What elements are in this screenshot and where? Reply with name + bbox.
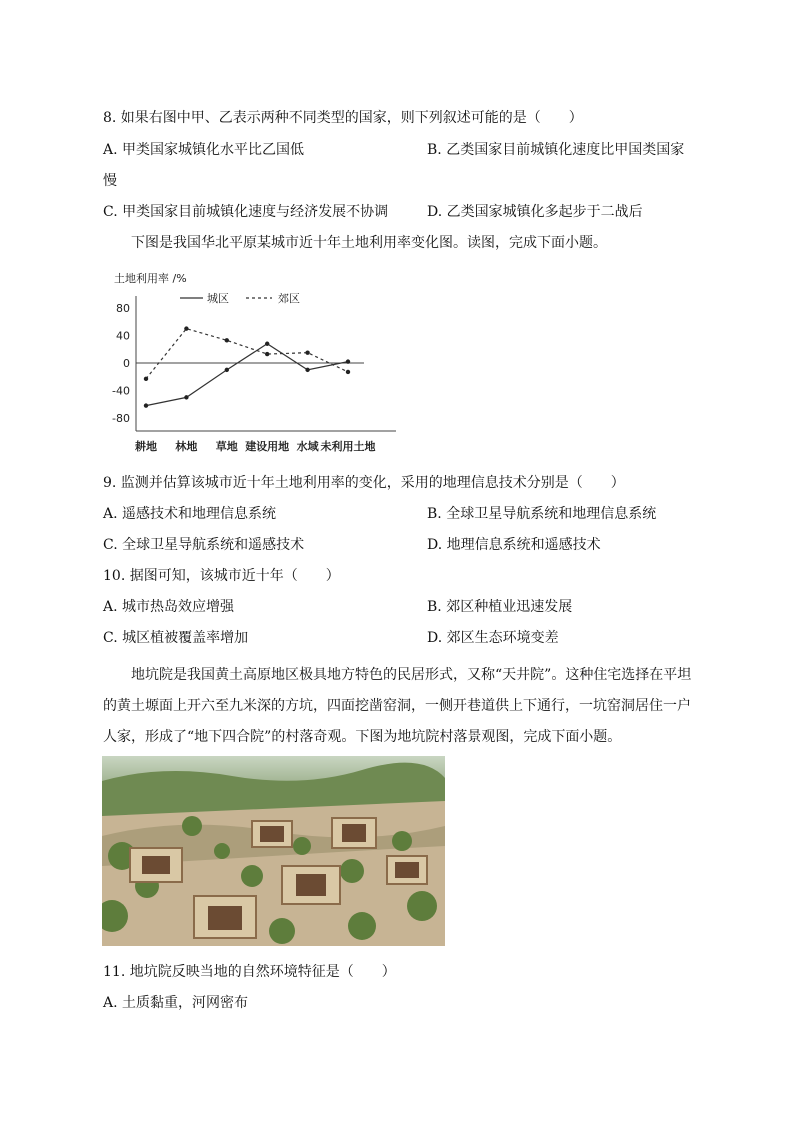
series-line-urban xyxy=(146,344,348,406)
x-tick-label: 水域 xyxy=(296,440,319,453)
question-10-option-a: A. 城市热岛效应增强 xyxy=(103,599,235,615)
question-8-option-b-wrap: 慢 xyxy=(103,173,117,189)
data-point xyxy=(184,395,188,399)
data-point xyxy=(225,338,229,342)
data-point xyxy=(346,370,350,374)
question-8-stem: 8. 如果右图中甲、乙表示两种不同类型的国家，则下列叙述可能的是（ ） xyxy=(103,110,583,126)
question-10-option-b: B. 郊区种植业迅速发展 xyxy=(427,599,573,615)
land-use-chart xyxy=(108,268,408,458)
x-tick-label: 草地 xyxy=(215,440,238,453)
question-9-stem: 9. 监测并估算该城市近十年土地利用率的变化，采用的地理信息技术分别是（ ） xyxy=(103,475,625,491)
question-10-stem: 10. 据图可知，该城市近十年（ ） xyxy=(103,568,340,584)
x-tick-label: 耕地 xyxy=(135,440,157,453)
data-point xyxy=(265,342,269,346)
legend-label-urban: 城区 xyxy=(207,292,229,305)
y-tick-label: 0 xyxy=(123,357,130,370)
x-tick-label: 林地 xyxy=(175,440,198,453)
dikeng-village-image xyxy=(102,756,445,946)
x-tick-label: 建设用地 xyxy=(245,440,290,453)
dikeng-village-photo xyxy=(102,756,445,946)
legend-label-suburban: 郊区 xyxy=(278,292,300,305)
chart-intro: 下图是我国华北平原某城市近十年土地利用率变化图。读图，完成下面小题。 xyxy=(131,235,607,251)
data-point xyxy=(144,377,148,381)
data-point xyxy=(265,352,269,356)
question-9-option-d: D. 地理信息系统和遥感技术 xyxy=(427,537,601,553)
data-point xyxy=(305,368,309,372)
y-ticks xyxy=(112,302,130,425)
y-axis-title: 土地利用率 /% xyxy=(114,272,187,285)
question-11-stem: 11. 地坑院反映当地的自然环境特征是（ ） xyxy=(103,964,396,980)
x-tick-label: 未利用土地 xyxy=(320,440,376,453)
series-layer xyxy=(144,326,350,407)
y-tick-label: 40 xyxy=(116,329,130,343)
question-11-option-a: A. 土质黏重，河网密布 xyxy=(103,995,249,1011)
series-line-suburban xyxy=(146,329,348,379)
y-tick-label: 80 xyxy=(116,302,130,315)
y-tick-label: -40 xyxy=(112,384,130,398)
data-point xyxy=(225,368,229,372)
data-point xyxy=(184,326,188,330)
legend xyxy=(180,292,300,305)
question-8-option-d: D. 乙类国家城镇化多起步于二战后 xyxy=(427,204,643,220)
data-point xyxy=(305,350,309,354)
question-8-option-b: B. 乙类国家目前城镇化速度比甲国类国家 xyxy=(427,142,685,158)
question-10-option-c: C. 城区植被覆盖率增加 xyxy=(103,630,249,646)
question-8-option-c: C. 甲类国家目前城镇化速度与经济发展不协调 xyxy=(103,204,389,220)
question-8-option-a: A. 甲类国家城镇化水平比乙国低 xyxy=(103,142,305,158)
question-10-option-d: D. 郊区生态环境变差 xyxy=(427,630,559,646)
question-9-option-c: C. 全球卫星导航系统和遥感技术 xyxy=(103,537,305,553)
y-tick-label: -80 xyxy=(112,412,130,425)
dikeng-intro: 地坑院是我国黄土高原地区极具地方特色的民居形式，又称“天井院”。这种住宅选择在平坦的黄土塬面上开六至九米深的方坑，四面挖凿窑洞，一侧开巷道供上下通行，一坑窑洞居住一户人家，形成了“地下四合院”的村落奇观。下图为地坑院村落景观图，完成下面小题。 xyxy=(103,667,692,745)
x-ticks xyxy=(135,439,376,453)
question-9-option-a: A. 遥感技术和地理信息系统 xyxy=(103,506,277,522)
data-point xyxy=(346,359,350,363)
question-9-option-b: B. 全球卫星导航系统和地理信息系统 xyxy=(427,506,657,522)
data-point xyxy=(144,403,148,407)
